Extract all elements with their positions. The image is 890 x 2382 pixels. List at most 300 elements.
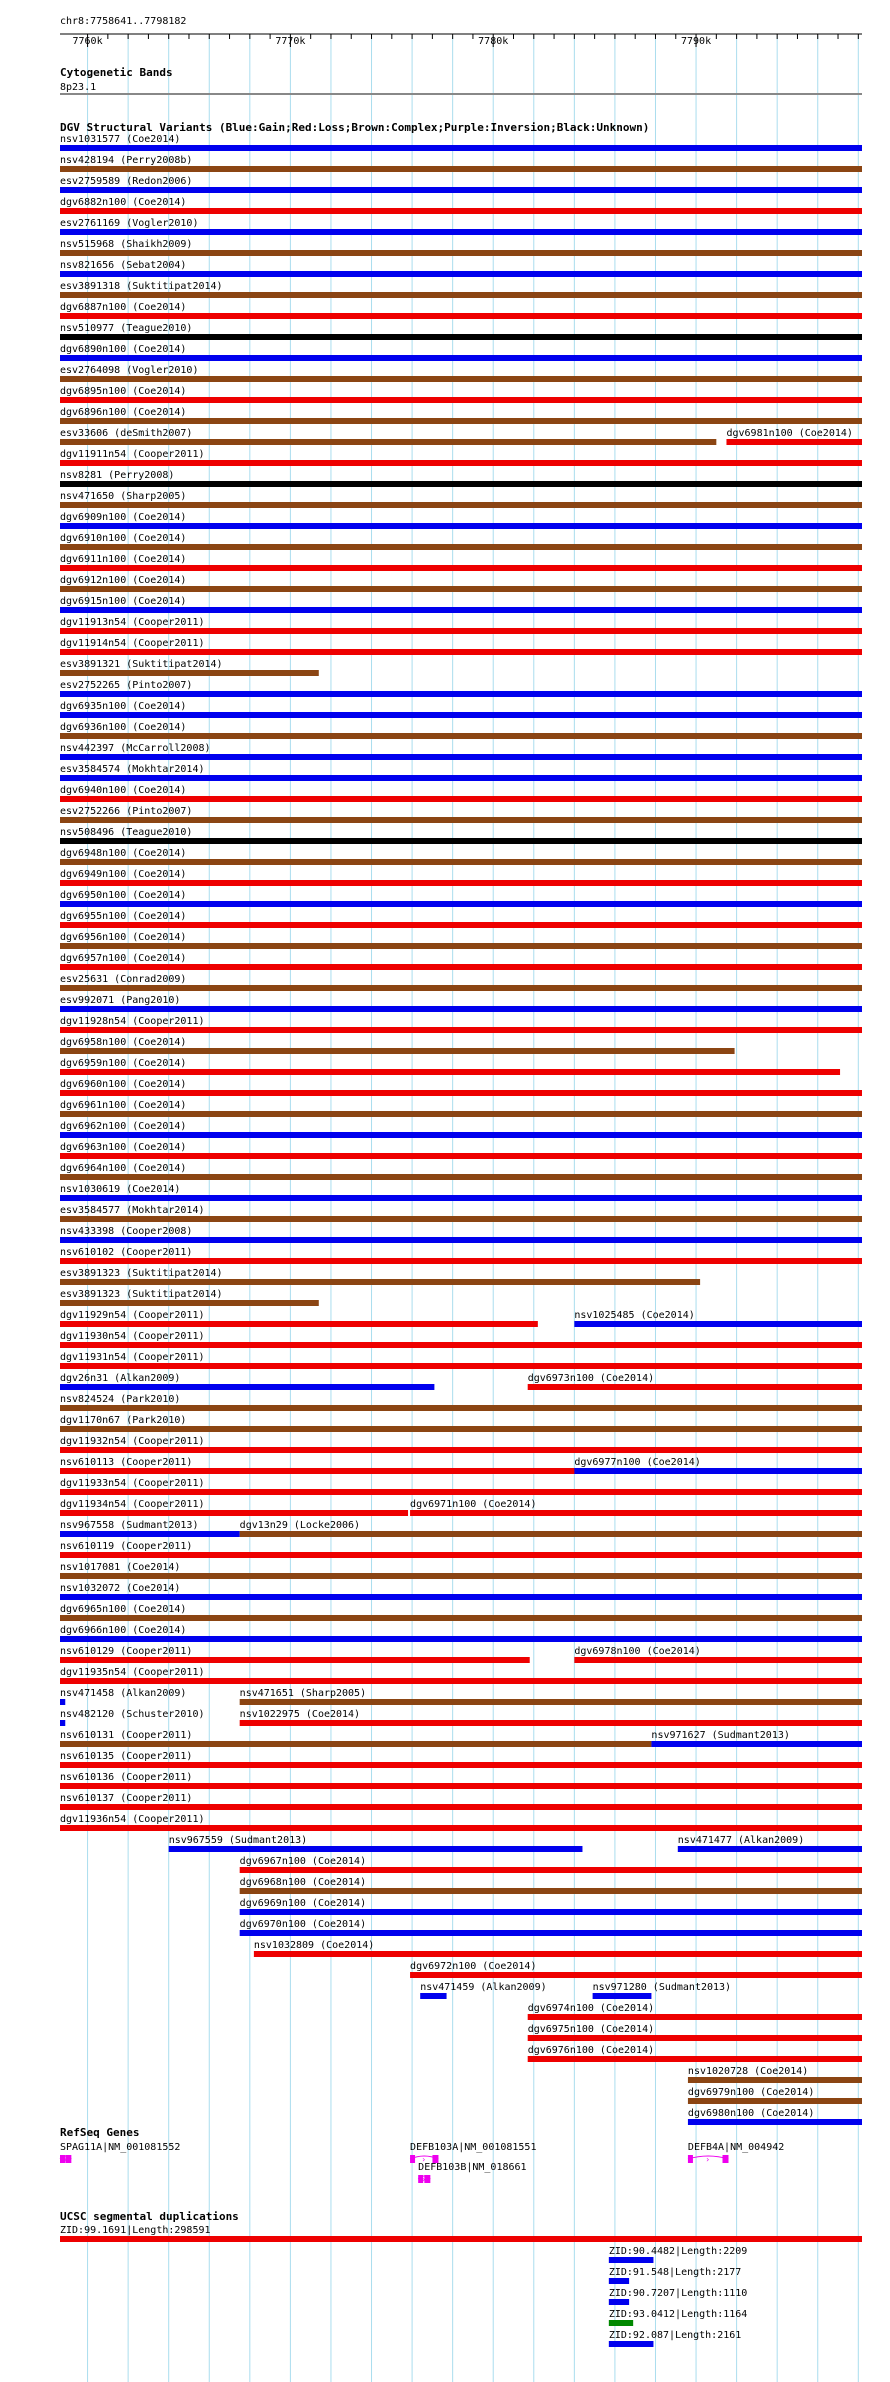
- dgv-variant-bar: [60, 1531, 240, 1537]
- dgv-variant-label: nsv967559 (Sudmant2013): [168, 1835, 308, 1846]
- dgv-variant-bar: [574, 1468, 862, 1474]
- refseq-gene[interactable]: [410, 2142, 536, 2164]
- dgv-variant-bar: [60, 481, 862, 487]
- dgv-variant-bar: [60, 1762, 862, 1768]
- dgv-variant-bar: [60, 313, 862, 319]
- dgv-variant-label: dgv6959n100 (Coe2014): [60, 1058, 187, 1069]
- segdup-label: ZID:91.548|Length:2177: [608, 2267, 742, 2278]
- dgv-variant-bar: [528, 2056, 862, 2062]
- dgv-variant-bar: [240, 1867, 862, 1873]
- dgv-variant[interactable]: [60, 806, 862, 823]
- dgv-variant[interactable]: [60, 1016, 862, 1033]
- dgv-variant-label: nsv471459 (Alkan2009): [420, 1982, 547, 1993]
- dgv-variant[interactable]: [254, 1940, 862, 1957]
- refseq-gene[interactable]: [418, 2162, 526, 2184]
- dgv-variant[interactable]: [574, 1310, 862, 1327]
- dgv-variant-bar: [60, 838, 862, 844]
- dgv-variant-label: dgv11930n54 (Cooper2011): [60, 1331, 205, 1342]
- dgv-variant-label: esv3891318 (Suktitipat2014): [60, 281, 223, 292]
- dgv-variant[interactable]: [60, 176, 862, 193]
- dgv-variant-label: nsv971280 (Sudmant2013): [592, 1982, 732, 1993]
- dgv-variant-label: dgv6957n100 (Coe2014): [60, 953, 187, 964]
- dgv-variant-bar: [60, 1804, 862, 1810]
- dgv-variant-label: esv992071 (Pang2010): [60, 995, 181, 1006]
- dgv-variant[interactable]: [528, 2045, 862, 2062]
- segdup-feature[interactable]: [609, 2288, 747, 2305]
- dgv-variant-bar: [60, 1342, 862, 1348]
- dgv-variant-bar: [60, 754, 862, 760]
- dgv-variant[interactable]: [60, 1373, 434, 1390]
- dgv-variant-label: dgv6965n100 (Coe2014): [60, 1604, 187, 1615]
- segdup-feature[interactable]: [609, 2309, 747, 2326]
- dgv-variant-bar: [60, 397, 862, 403]
- dgv-variant-label: nsv1031577 (Coe2014): [60, 134, 181, 145]
- dgv-variant[interactable]: [240, 1520, 862, 1537]
- dgv-variant[interactable]: [60, 1205, 862, 1222]
- dgv-variant[interactable]: [60, 764, 862, 781]
- strand-arrow-icon: ›: [421, 2155, 427, 2164]
- segdup-feature[interactable]: [609, 2267, 741, 2284]
- dgv-variant-bar: [60, 628, 862, 634]
- dgv-variant-label: dgv6940n100 (Coe2014): [60, 785, 187, 796]
- dgv-variant[interactable]: [60, 1058, 840, 1075]
- dgv-variant[interactable]: [60, 1247, 862, 1264]
- dgv-variant-label: dgv6960n100 (Coe2014): [60, 1079, 187, 1090]
- dgv-variant-label: dgv6967n100 (Coe2014): [239, 1856, 367, 1867]
- dgv-variant[interactable]: [60, 1142, 862, 1159]
- dgv-variant-bar: [60, 880, 862, 886]
- dgv-variant[interactable]: [60, 197, 862, 214]
- dgv-variant-bar: [60, 355, 862, 361]
- dgv-variant[interactable]: [60, 1331, 862, 1348]
- dgv-variant-bar: [574, 1657, 862, 1663]
- dgv-variant-bar: [60, 859, 862, 865]
- dgv-variant-label: dgv11933n54 (Cooper2011): [60, 1478, 205, 1489]
- dgv-variant-bar: [60, 1552, 862, 1558]
- dgv-variant[interactable]: [60, 911, 862, 928]
- dgv-variant[interactable]: [60, 302, 862, 319]
- dgv-variant-label: dgv6956n100 (Coe2014): [60, 932, 187, 943]
- dgv-variant-label: dgv6912n100 (Coe2014): [60, 575, 187, 586]
- dgv-variant-bar: [60, 1237, 862, 1243]
- dgv-variant-label: nsv1032809 (Coe2014): [253, 1940, 375, 1951]
- segdup-bar: [609, 2257, 654, 2263]
- dgv-variant-bar: [60, 1132, 862, 1138]
- dgv-variant[interactable]: [60, 1541, 862, 1558]
- dgv-variant[interactable]: [60, 1415, 862, 1432]
- dgv-variant[interactable]: [60, 1625, 862, 1642]
- dgv-variant-bar: [60, 376, 862, 382]
- dgv-variant-label: dgv11913n54 (Cooper2011): [60, 617, 205, 628]
- dgv-variant-label: dgv6970n100 (Coe2014): [239, 1919, 367, 1930]
- segdup-feature[interactable]: [609, 2330, 741, 2347]
- dgv-variant-label: nsv1020728 (Coe2014): [687, 2066, 809, 2077]
- dgv-variant-label: dgv11914n54 (Cooper2011): [60, 638, 205, 649]
- dgv-variant-bar: [60, 607, 862, 613]
- dgv-variant-bar: [688, 2098, 862, 2104]
- segdup-features: [60, 2225, 862, 2347]
- ruler-ticks: [73, 34, 859, 47]
- dgv-variant-label: dgv11931n54 (Cooper2011): [60, 1352, 205, 1363]
- segdup-feature[interactable]: [60, 2225, 862, 2242]
- dgv-variant-bar: [528, 2035, 862, 2041]
- dgv-variant-bar: [60, 1279, 700, 1285]
- dgv-variant-label: dgv6963n100 (Coe2014): [60, 1142, 187, 1153]
- dgv-variant-label: dgv6962n100 (Coe2014): [60, 1121, 187, 1132]
- dgv-variant[interactable]: [60, 953, 862, 970]
- dgv-variant-bar: [60, 229, 862, 235]
- dgv-variant-bar: [528, 2014, 862, 2020]
- dgv-variant-bar: [60, 1783, 862, 1789]
- dgv-variant-label: dgv6935n100 (Coe2014): [60, 701, 187, 712]
- dgv-variant[interactable]: [60, 638, 862, 655]
- dgv-variant[interactable]: [60, 1478, 862, 1495]
- dgv-variant-bar: [60, 439, 716, 445]
- dgv-variant-label: esv3584574 (Mokhtar2014): [60, 764, 205, 775]
- dgv-variant-bar: [60, 166, 862, 172]
- dgv-variant-label: esv2759589 (Redon2006): [60, 176, 193, 187]
- dgv-variant[interactable]: [60, 1184, 862, 1201]
- dgv-variant-label: nsv967558 (Sudmant2013): [60, 1520, 199, 1531]
- dgv-variant[interactable]: [60, 1772, 862, 1789]
- dgv-track-title: DGV Structural Variants (Blue:Gain;Red:Loss;Brown:Complex;Purple:Inversion;Black:Unknown): [60, 121, 650, 134]
- dgv-variant[interactable]: [60, 1583, 862, 1600]
- dgv-variant-bar: [60, 586, 862, 592]
- refseq-gene-label: SPAG11A|NM_001081552: [60, 2142, 181, 2153]
- dgv-variant-bar: [60, 712, 862, 718]
- dgv-variant[interactable]: [60, 1100, 862, 1117]
- dgv-variant[interactable]: [60, 932, 862, 949]
- dgv-variant[interactable]: [60, 1352, 862, 1369]
- dgv-variant-bar: [60, 418, 862, 424]
- dgv-variant-bar: [60, 964, 862, 970]
- segdup-label: ZID:90.4482|Length:2209: [608, 2246, 748, 2257]
- dgv-variant[interactable]: [60, 722, 862, 739]
- dgv-variant-bar: [240, 1531, 862, 1537]
- dgv-variant-bar: [60, 145, 862, 151]
- dgv-variant[interactable]: [60, 323, 862, 340]
- segdup-label: ZID:90.7207|Length:1110: [608, 2288, 748, 2299]
- dgv-variant[interactable]: [60, 680, 862, 697]
- dgv-variant-bar: [60, 1741, 651, 1747]
- dgv-variant[interactable]: [60, 1730, 651, 1747]
- dgv-variant[interactable]: [60, 617, 862, 634]
- dgv-variant-bar: [60, 1636, 862, 1642]
- dgv-variant-label: dgv6972n100 (Coe2014): [410, 1961, 537, 1972]
- dgv-variant-label: dgv6980n100 (Coe2014): [687, 2108, 815, 2119]
- dgv-variant[interactable]: [60, 785, 862, 802]
- cytoband-bar: [60, 93, 862, 95]
- dgv-variant[interactable]: [528, 2003, 862, 2020]
- dgv-variant[interactable]: [60, 1163, 862, 1180]
- dgv-variant-label: dgv6911n100 (Coe2014): [60, 554, 187, 565]
- dgv-variant-label: esv3584577 (Mokhtar2014): [60, 1205, 205, 1216]
- dgv-variant[interactable]: [60, 1562, 862, 1579]
- dgv-variant-label: dgv26n31 (Alkan2009): [60, 1373, 181, 1384]
- segdup-label: ZID:99.1691|Length:298591: [60, 2225, 211, 2236]
- dgv-variant[interactable]: [60, 869, 862, 886]
- dgv-variant-bar: [528, 1384, 862, 1390]
- dgv-variant-bar: [60, 691, 862, 697]
- dgv-variant-label: nsv610135 (Cooper2011): [60, 1751, 193, 1762]
- dgv-variant-label: nsv610131 (Cooper2011): [60, 1730, 193, 1741]
- dgv-variant-label: dgv6955n100 (Coe2014): [60, 911, 187, 922]
- dgv-variant[interactable]: [60, 1709, 205, 1726]
- dgv-variant-label: esv3891323 (Suktitipat2014): [60, 1268, 223, 1279]
- dgv-variant-label: dgv6976n100 (Coe2014): [527, 2045, 655, 2056]
- refseq-exon: [688, 2155, 693, 2163]
- dgv-variant[interactable]: [60, 575, 862, 592]
- dgv-variant-bar: [420, 1993, 446, 1999]
- dgv-variant[interactable]: [60, 554, 862, 571]
- dgv-variant-label: esv2764098 (Vogler2010): [60, 365, 199, 376]
- segdup-track: [60, 2210, 862, 2347]
- dgv-variant[interactable]: [60, 890, 862, 907]
- dgv-variant[interactable]: [688, 2066, 862, 2083]
- dgv-variant-label: dgv11928n54 (Cooper2011): [60, 1016, 205, 1027]
- dgv-variant-label: nsv610129 (Cooper2011): [60, 1646, 193, 1657]
- dgv-variant-label: dgv11929n54 (Cooper2011): [60, 1310, 205, 1321]
- dgv-variant[interactable]: [240, 1877, 862, 1894]
- dgv-variant-label: dgv6895n100 (Coe2014): [60, 386, 187, 397]
- dgv-variant-bar: [60, 334, 862, 340]
- dgv-variant[interactable]: [60, 449, 862, 466]
- dgv-variant-label: dgv13n29 (Locke2006): [239, 1520, 361, 1531]
- dgv-variant[interactable]: [60, 155, 862, 172]
- dgv-variant-label: dgv6971n100 (Coe2014): [410, 1499, 537, 1510]
- dgv-variant[interactable]: [60, 386, 862, 403]
- dgv-variant-label: nsv1025485 (Coe2014): [574, 1310, 695, 1321]
- dgv-variant[interactable]: [528, 2024, 862, 2041]
- dgv-variant-label: nsv515968 (Shaikh2009): [60, 239, 193, 250]
- dgv-variant-bar: [240, 1888, 862, 1894]
- dgv-variant[interactable]: [60, 533, 862, 550]
- dgv-variant-label: nsv508496 (Teague2010): [60, 827, 193, 838]
- dgv-track: [60, 121, 862, 2125]
- dgv-variant-bar: [60, 1195, 862, 1201]
- dgv-variant-bar: [60, 649, 862, 655]
- ruler-tick-label: 7780k: [478, 36, 509, 47]
- dgv-variant[interactable]: [60, 134, 862, 151]
- dgv-variant[interactable]: [60, 848, 862, 865]
- dgv-variant-label: nsv824524 (Park2010): [60, 1394, 181, 1405]
- dgv-variant[interactable]: [60, 1289, 319, 1306]
- dgv-variant[interactable]: [60, 827, 862, 844]
- refseq-gene[interactable]: [60, 2142, 180, 2164]
- dgv-variant-label: nsv971627 (Sudmant2013): [651, 1730, 790, 1741]
- dgv-variant-bar: [60, 1174, 862, 1180]
- dgv-variant[interactable]: [60, 743, 862, 760]
- dgv-variant-label: dgv6909n100 (Coe2014): [60, 512, 187, 523]
- dgv-variant[interactable]: [420, 1982, 546, 1999]
- dgv-variant[interactable]: [60, 365, 862, 382]
- segdup-bar: [60, 2236, 862, 2242]
- dgv-variant[interactable]: [60, 1646, 530, 1663]
- refseq-gene-label: DEFB103A|NM_001081551: [410, 2142, 537, 2153]
- dgv-variant-bar: [60, 250, 862, 256]
- dgv-variant[interactable]: [410, 1961, 862, 1978]
- dgv-variant-label: nsv442397 (McCarroll2008): [60, 743, 211, 754]
- dgv-variant[interactable]: [60, 512, 862, 529]
- dgv-variant-label: dgv6961n100 (Coe2014): [60, 1100, 187, 1111]
- dgv-variant[interactable]: [60, 1436, 862, 1453]
- dgv-variant[interactable]: [60, 1394, 862, 1411]
- dgv-variant-bar: [60, 775, 862, 781]
- dgv-variant-bar: [60, 1216, 862, 1222]
- dgv-variant[interactable]: [60, 1667, 862, 1684]
- dgv-variant[interactable]: [60, 1499, 408, 1516]
- dgv-variant[interactable]: [60, 1268, 700, 1285]
- dgv-variant[interactable]: [60, 260, 862, 277]
- dgv-variant[interactable]: [60, 1520, 240, 1537]
- dgv-variant-bar: [240, 1699, 862, 1705]
- dgv-variant-label: dgv6950n100 (Coe2014): [60, 890, 187, 901]
- dgv-variant-label: nsv471650 (Sharp2005): [60, 491, 187, 502]
- dgv-variant[interactable]: [60, 1121, 862, 1138]
- dgv-variant-label: dgv6964n100 (Coe2014): [60, 1163, 187, 1174]
- dgv-variant[interactable]: [60, 491, 862, 508]
- dgv-variant[interactable]: [574, 1646, 862, 1663]
- refseq-exon: [722, 2155, 728, 2163]
- dgv-variant[interactable]: [60, 1079, 862, 1096]
- dgv-variant[interactable]: [240, 1709, 862, 1726]
- dgv-variant-label: nsv471651 (Sharp2005): [239, 1688, 367, 1699]
- cytoband-track-title: Cytogenetic Bands: [60, 66, 173, 79]
- dgv-variant[interactable]: [60, 428, 716, 445]
- dgv-variant-bar: [60, 1153, 862, 1159]
- dgv-variant-bar: [60, 460, 862, 466]
- dgv-variant[interactable]: [410, 1499, 862, 1516]
- dgv-variant-bar: [60, 1321, 538, 1327]
- dgv-variant-bar: [60, 1720, 65, 1726]
- ruler: [60, 16, 862, 47]
- dgv-variant[interactable]: [60, 407, 862, 424]
- dgv-variant[interactable]: [60, 1037, 735, 1054]
- dgv-variant[interactable]: [60, 1793, 862, 1810]
- dgv-variant-label: nsv610137 (Cooper2011): [60, 1793, 193, 1804]
- segdup-bar: [609, 2320, 633, 2326]
- ruler-tick-label: 7770k: [275, 36, 306, 47]
- dgv-variant[interactable]: [60, 1814, 862, 1831]
- dgv-variant-label: nsv1022975 (Coe2014): [239, 1709, 361, 1720]
- dgv-variant-label: dgv6979n100 (Coe2014): [687, 2087, 815, 2098]
- dgv-variant[interactable]: [60, 974, 862, 991]
- dgv-variant[interactable]: [574, 1457, 862, 1474]
- dgv-variant-bar: [60, 1405, 862, 1411]
- dgv-variant[interactable]: [60, 239, 862, 256]
- dgv-variant[interactable]: [60, 1226, 862, 1243]
- dgv-variant-bar: [60, 796, 862, 802]
- dgv-variant-bar: [651, 1741, 862, 1747]
- dgv-variant[interactable]: [60, 1310, 538, 1327]
- dgv-variant-label: nsv610102 (Cooper2011): [60, 1247, 193, 1258]
- dgv-variant-label: dgv6968n100 (Coe2014): [239, 1877, 367, 1888]
- cytoband-label: 8p23.1: [60, 82, 97, 93]
- dgv-variant-bar: [688, 2077, 862, 2083]
- dgv-variant-bar: [60, 1657, 530, 1663]
- dgv-variant[interactable]: [60, 218, 862, 235]
- dgv-variant-label: dgv6975n100 (Coe2014): [527, 2024, 655, 2035]
- dgv-variant-label: nsv1030619 (Coe2014): [60, 1184, 181, 1195]
- dgv-variant-label: nsv1032072 (Coe2014): [60, 1583, 181, 1594]
- dgv-variant-bar: [60, 1447, 862, 1453]
- dgv-variant[interactable]: [688, 2087, 862, 2104]
- strand-arrow-icon: ›: [421, 2175, 427, 2184]
- dgv-variant[interactable]: [726, 428, 862, 445]
- dgv-variant-label: nsv510977 (Teague2010): [60, 323, 193, 334]
- dgv-variant-bar: [60, 1825, 862, 1831]
- dgv-variant[interactable]: [593, 1982, 731, 1999]
- segdup-track-title: UCSC segmental duplications: [60, 2210, 239, 2223]
- dgv-variant[interactable]: [60, 1688, 186, 1705]
- dgv-variant[interactable]: [240, 1688, 862, 1705]
- dgv-variant-label: nsv471477 (Alkan2009): [677, 1835, 805, 1846]
- dgv-variant[interactable]: [60, 995, 862, 1012]
- dgv-variant-label: nsv610113 (Cooper2011): [60, 1457, 193, 1468]
- dgv-variant[interactable]: [60, 659, 319, 676]
- dgv-variant-label: dgv6915n100 (Coe2014): [60, 596, 187, 607]
- dgv-variant[interactable]: [60, 344, 862, 361]
- dgv-variant-bar: [60, 208, 862, 214]
- dgv-variant-bar: [60, 1090, 862, 1096]
- dgv-variant[interactable]: [60, 1604, 862, 1621]
- refseq-track-title: RefSeq Genes: [60, 2126, 140, 2139]
- dgv-variant-label: dgv11935n54 (Cooper2011): [60, 1667, 205, 1678]
- dgv-variant-bar: [60, 1615, 862, 1621]
- dgv-variant-label: dgv11936n54 (Cooper2011): [60, 1814, 205, 1825]
- dgv-variant-label: nsv610119 (Cooper2011): [60, 1541, 193, 1552]
- dgv-variant[interactable]: [60, 596, 862, 613]
- dgv-variant-label: dgv11911n54 (Cooper2011): [60, 449, 205, 460]
- dgv-variant[interactable]: [678, 1835, 862, 1852]
- dgv-variant-bar: [60, 1363, 862, 1369]
- dgv-variant-bar: [60, 943, 862, 949]
- dgv-variant[interactable]: [60, 701, 862, 718]
- dgv-variant[interactable]: [60, 470, 862, 487]
- refseq-gene[interactable]: [688, 2142, 784, 2164]
- dgv-variant[interactable]: [240, 1856, 862, 1873]
- dgv-variant-bar: [60, 1069, 840, 1075]
- dgv-variant-label: dgv6948n100 (Coe2014): [60, 848, 187, 859]
- refseq-gene-label: DEFB4A|NM_004942: [687, 2142, 785, 2153]
- dgv-variant-bar: [60, 544, 862, 550]
- dgv-variant[interactable]: [60, 1751, 862, 1768]
- dgv-variant-bar: [410, 1972, 862, 1978]
- dgv-variant-bar: [60, 502, 862, 508]
- dgv-variant[interactable]: [60, 281, 862, 298]
- dgv-variant-label: dgv6887n100 (Coe2014): [60, 302, 187, 313]
- dgv-variant[interactable]: [651, 1730, 862, 1747]
- dgv-variant[interactable]: [240, 1898, 862, 1915]
- dgv-variant-bar: [60, 523, 862, 529]
- dgv-variant-label: nsv471458 (Alkan2009): [60, 1688, 187, 1699]
- dgv-variant-bar: [240, 1909, 862, 1915]
- dgv-variant-label: dgv6973n100 (Coe2014): [527, 1373, 655, 1384]
- dgv-variant-bar: [726, 439, 862, 445]
- dgv-variant-bar: [60, 565, 862, 571]
- dgv-variant[interactable]: [528, 1373, 862, 1390]
- dgv-variant[interactable]: [240, 1919, 862, 1936]
- ruler-tick-label: 7760k: [72, 36, 103, 47]
- segdup-bar: [609, 2341, 654, 2347]
- dgv-variant-bar: [678, 1846, 862, 1852]
- dgv-variant-bar: [593, 1993, 652, 1999]
- dgv-variant-bar: [574, 1321, 862, 1327]
- region-label: chr8:7758641..7798182: [60, 16, 187, 27]
- segdup-feature[interactable]: [609, 2246, 747, 2263]
- dgv-variant[interactable]: [169, 1835, 583, 1852]
- dgv-variant[interactable]: [688, 2108, 862, 2125]
